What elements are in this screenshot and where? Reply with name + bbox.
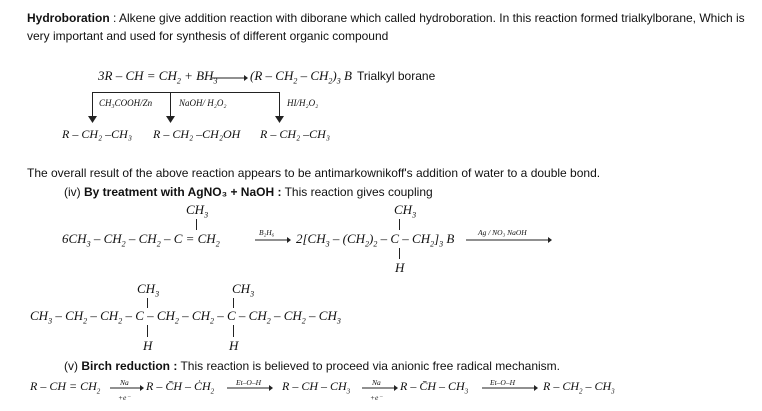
arrow-down-mid bbox=[166, 116, 175, 124]
product-left: R – CH₂ –CH₃ bbox=[62, 127, 133, 141]
arrow-down-left bbox=[88, 116, 97, 124]
eq-c: – C = CH bbox=[163, 231, 216, 246]
reagent-agno3: Ag / NO₃ NaOH bbox=[478, 228, 527, 237]
birch-s5-text: R – CH bbox=[543, 379, 579, 393]
intro-line-2: very important and used for synthesis of different organic compound bbox=[27, 29, 389, 43]
product-right: R – CH₂ –CH₃ bbox=[260, 127, 331, 141]
coupled-ch3-b-text: CH bbox=[232, 281, 251, 296]
hydroboration-title: Hydroboration bbox=[27, 11, 110, 25]
section-iv-rest: This reaction gives coupling bbox=[281, 185, 433, 199]
section-v-bold: Birch reduction : bbox=[81, 359, 178, 373]
eq-mid2: – CH bbox=[128, 231, 157, 246]
coupled-ch3-a: $CH_3$ bbox=[137, 281, 160, 299]
birch-arrow-3 bbox=[362, 383, 398, 393]
trialkyl-borane-formula: $(R - CH_2 - CH_2)_3$ B bbox=[250, 68, 352, 86]
eq-product: 2[CH bbox=[296, 231, 326, 246]
coupled-chain-start: CH bbox=[30, 308, 49, 323]
coupling-intermediate: $2[CH_3 - (CH_2)_2$ – C – $CH_2]_3$ B bbox=[296, 231, 455, 249]
reactant-alkene: 3R – CH = CH bbox=[98, 68, 177, 83]
section-iv-bold: By treatment with AgNO₃ + NaOH : bbox=[84, 185, 282, 199]
birch-s5: R – $CH_2 - CH_3$ bbox=[543, 379, 615, 396]
coupling-reactant: $6CH_3 - CH_2 - CH_2 - C = CH_2$ bbox=[62, 231, 220, 249]
hydro-equation: 3R – CH = $CH_2 + BH_3$ bbox=[98, 68, 218, 86]
eq-left: 6CH bbox=[62, 231, 87, 246]
arrow-agno3 bbox=[466, 235, 552, 245]
arrow-b2h6 bbox=[255, 235, 291, 245]
eq-product3: – C – CH bbox=[380, 231, 431, 246]
coupled-h-b: H bbox=[229, 338, 239, 353]
coupled-ch3-b: $CH_3$ bbox=[232, 281, 255, 299]
birch-s4-text: R – C̄H – CH bbox=[400, 379, 465, 393]
branch-ch3-1: $CH_3$ bbox=[186, 202, 209, 220]
coupled-ch3-a-text: CH bbox=[137, 281, 156, 296]
birch-s1-text: R – CH = CH bbox=[30, 379, 97, 393]
birch-s5b-text: – CH bbox=[585, 379, 612, 393]
birch-arrow-4 bbox=[482, 383, 538, 393]
intro-text: : Alkene give addition reaction with diborane which called hydroboration. In this reaction formed trialkylborane, Which is bbox=[109, 11, 745, 25]
section-v-rest: This reaction is believed to proceed via anionic free radical mechanism. bbox=[177, 359, 560, 373]
trialkyl-borane-label: Trialkyl borane bbox=[357, 69, 436, 83]
overall-note: The overall result of the above reaction appears to be antimarkownikoff's addition of water to a double bond. bbox=[27, 166, 601, 180]
product-mid: R – CH₂ –CH₂OH bbox=[153, 127, 241, 141]
birch-na2: Na bbox=[372, 378, 381, 387]
h-label-intermediate: H bbox=[395, 260, 405, 275]
coupled-chain: $CH_3 - CH_2 - CH_2$ – C – $CH_2 - CH_2$ – C – $CH_2 - CH_2 - CH_3$ bbox=[30, 308, 341, 326]
birch-s3: R – CH – $CH_3$ bbox=[282, 379, 351, 396]
birch-s2-text: R – C̄H – ĊH bbox=[146, 379, 211, 393]
birch-s2: R – C̄H – $ĊH_2$ bbox=[146, 379, 215, 396]
birch-etoh1: Et–O–H bbox=[236, 378, 261, 387]
birch-e2: +e⁻ bbox=[370, 393, 383, 402]
product-boron: B bbox=[344, 68, 352, 83]
section-v-prefix: (v) bbox=[64, 359, 82, 373]
birch-s3-text: R – CH – CH bbox=[282, 379, 347, 393]
birch-etoh2: Et–O–H bbox=[490, 378, 515, 387]
branch-ch3-1-text: CH bbox=[186, 202, 205, 217]
birch-s1: R – CH = $CH_2$ bbox=[30, 379, 101, 396]
reagent-mid: NaOH/ H₂O₂ bbox=[179, 98, 227, 108]
reagent-bh3: + BH bbox=[180, 68, 214, 83]
branch-ch3-2: $CH_3$ bbox=[394, 202, 417, 220]
birch-s4: R – C̄H – $CH_3$ bbox=[400, 379, 469, 396]
eq-product4: B bbox=[446, 231, 455, 246]
intro-line-1 bbox=[27, 10, 745, 27]
birch-arrow-2 bbox=[227, 383, 273, 393]
branch-ch3-2-text: CH bbox=[394, 202, 413, 217]
reagent-right: HI/H₂O₂ bbox=[287, 98, 319, 108]
birch-arrow-1 bbox=[110, 383, 144, 393]
arrow-down-right bbox=[275, 116, 284, 124]
eq-mid: – CH bbox=[93, 231, 122, 246]
reagent-b2h6: B₂H₆ bbox=[259, 228, 275, 237]
birch-na1: Na bbox=[120, 378, 129, 387]
reagent-left: CH₃COOH/Zn bbox=[99, 98, 153, 108]
section-v-heading bbox=[64, 358, 560, 375]
product-part-1: (R – CH bbox=[250, 68, 294, 83]
coupled-h-a: H bbox=[143, 338, 153, 353]
section-iv-heading bbox=[64, 184, 433, 201]
section-iv-prefix: (iv) bbox=[64, 185, 84, 199]
birch-e1: +e⁻ bbox=[118, 393, 131, 402]
reaction-arrow bbox=[212, 73, 248, 83]
eq-product2: – (CH bbox=[332, 231, 366, 246]
